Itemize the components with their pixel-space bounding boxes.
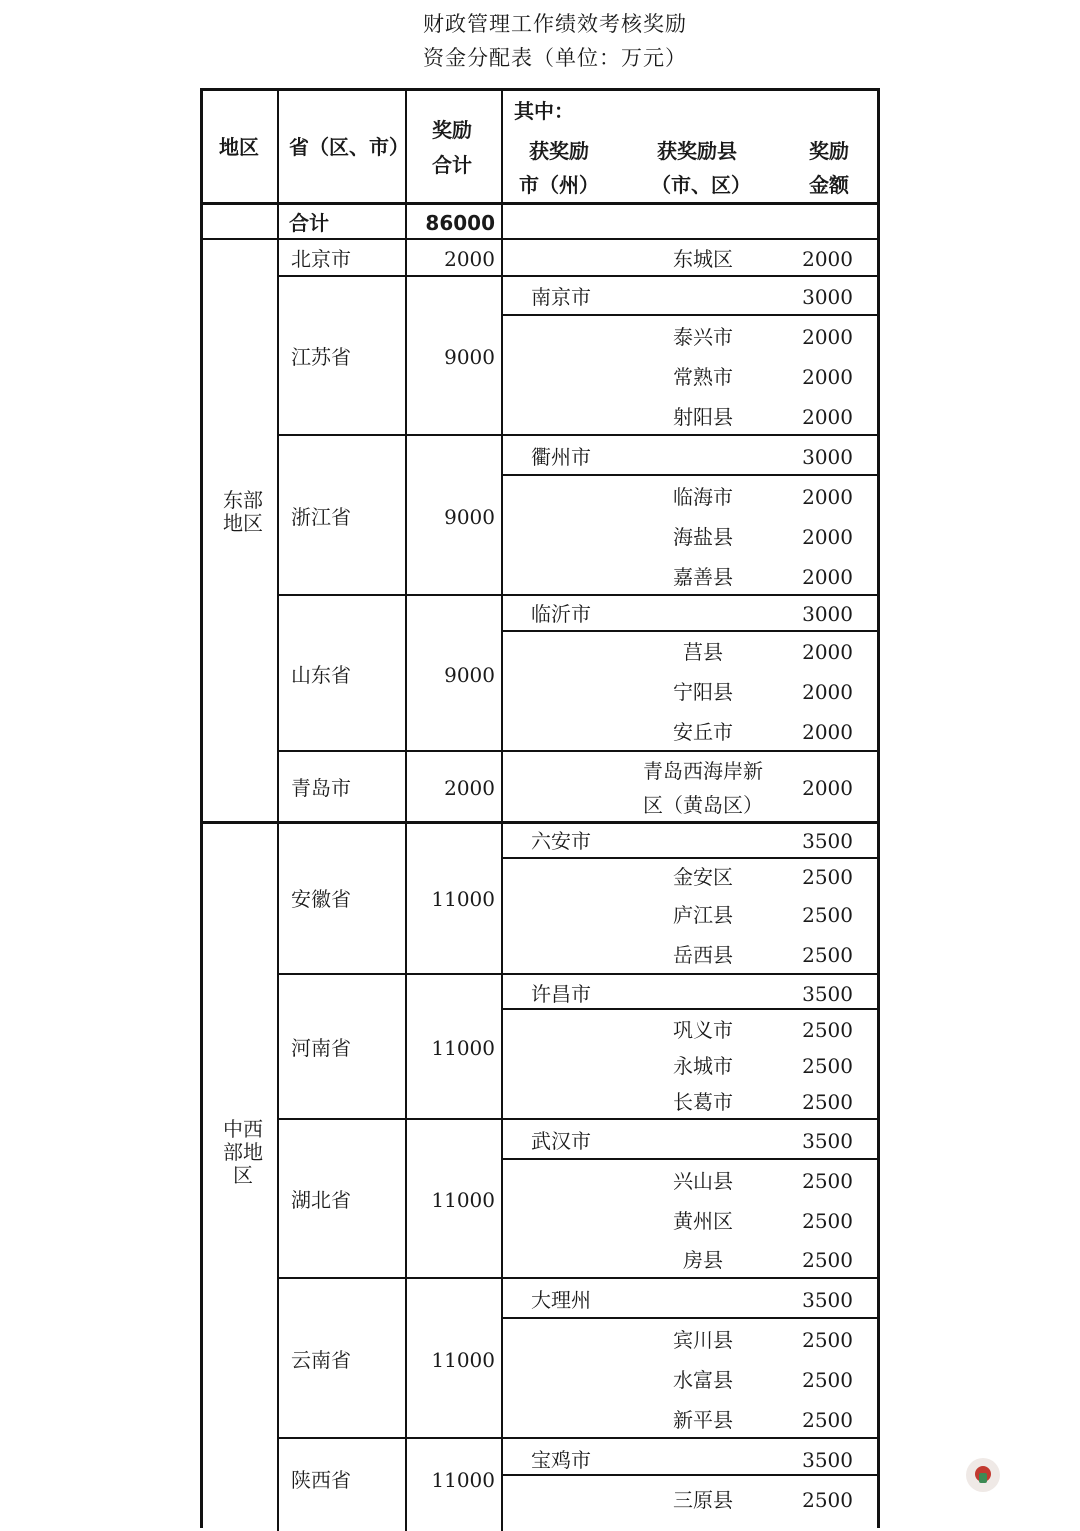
province-name: 北京市 <box>291 247 351 271</box>
region-central-west: 中西部地区 <box>223 1117 263 1187</box>
watermark-logo-icon <box>966 1458 1000 1492</box>
province-name: 陕西省 <box>291 1468 351 1492</box>
award-amount: 2000 <box>802 776 853 800</box>
city-name: 六安市 <box>531 829 591 853</box>
page-title-line2: 资金分配表（单位：万元） <box>423 46 687 70</box>
header-among: 其中： <box>514 99 574 123</box>
province-total: 2000 <box>444 776 495 800</box>
row-divider <box>277 1437 877 1439</box>
county-name: 水富县 <box>673 1368 733 1392</box>
province-name: 河南省 <box>291 1036 351 1060</box>
county-name: 巩义市 <box>673 1018 733 1042</box>
award-amount: 3500 <box>802 1288 853 1312</box>
page-title-line1: 财政管理工作绩效考核奖励 <box>423 12 687 36</box>
award-amount: 2000 <box>802 405 853 429</box>
header-county-l1: 获奖励县 <box>657 139 737 163</box>
county-name: 永城市 <box>673 1054 733 1078</box>
award-amount: 2000 <box>802 720 853 744</box>
county-name: 射阳县 <box>673 405 733 429</box>
province-total: 9000 <box>444 505 495 529</box>
row-divider <box>277 275 877 277</box>
province-total: 9000 <box>444 663 495 687</box>
city-name: 临沂市 <box>531 602 591 626</box>
award-amount: 2000 <box>802 640 853 664</box>
row-divider <box>501 630 877 632</box>
county-name: 长葛市 <box>673 1090 733 1114</box>
county-name: 岳西县 <box>673 943 733 967</box>
divider-total <box>501 91 503 1531</box>
award-amount: 3000 <box>802 285 853 309</box>
county-name: 金安区 <box>673 865 733 889</box>
row-divider <box>501 1317 877 1319</box>
award-amount: 2000 <box>802 365 853 389</box>
award-amount: 2500 <box>802 1054 853 1078</box>
header-total-l1: 奖励 <box>432 118 472 142</box>
county-name: 房县 <box>683 1248 723 1272</box>
city-name: 南京市 <box>531 285 591 309</box>
city-name: 武汉市 <box>531 1129 591 1153</box>
county-name: 宾川县 <box>673 1328 733 1352</box>
city-name: 宝鸡市 <box>531 1448 591 1472</box>
province-name: 青岛市 <box>291 776 351 800</box>
row-divider <box>277 1118 877 1120</box>
award-amount: 2000 <box>802 525 853 549</box>
county-name: 泰兴市 <box>673 325 733 349</box>
province-name: 安徽省 <box>291 887 351 911</box>
province-total: 11000 <box>431 1188 495 1212</box>
award-amount: 2000 <box>802 565 853 589</box>
region-divider <box>203 821 877 824</box>
grand-total-label: 合计 <box>289 211 329 235</box>
row-divider <box>501 1474 877 1476</box>
row-divider <box>277 750 877 752</box>
province-total: 11000 <box>431 1348 495 1372</box>
award-amount: 3000 <box>802 445 853 469</box>
header-city-l1: 获奖励 <box>529 139 589 163</box>
award-amount: 3000 <box>802 602 853 626</box>
province-name: 江苏省 <box>291 345 351 369</box>
award-amount: 2500 <box>802 865 853 889</box>
award-amount: 2000 <box>802 247 853 271</box>
county-name: 三原县 <box>673 1488 733 1512</box>
award-amount: 3500 <box>802 1448 853 1472</box>
award-amount: 2500 <box>802 1328 853 1352</box>
award-amount: 2500 <box>802 1209 853 1233</box>
award-amount: 2500 <box>802 943 853 967</box>
province-name: 浙江省 <box>291 505 351 529</box>
county-name: 临海市 <box>673 485 733 509</box>
grand-total-value: 86000 <box>425 211 495 235</box>
header-amount-l1: 奖励 <box>809 139 849 163</box>
row-divider <box>277 434 877 436</box>
header-county-l2: （市、区） <box>651 173 751 197</box>
row-divider <box>501 1008 877 1010</box>
award-amount: 2500 <box>802 1169 853 1193</box>
province-total: 11000 <box>431 887 495 911</box>
province-name: 云南省 <box>291 1348 351 1372</box>
award-amount: 3500 <box>802 982 853 1006</box>
divider-region <box>277 91 279 1531</box>
row-divider <box>501 1158 877 1160</box>
row-divider <box>501 857 877 859</box>
divider-province <box>405 91 407 1531</box>
province-total: 11000 <box>431 1468 495 1492</box>
award-amount: 2500 <box>802 1018 853 1042</box>
region-east: 东部地区 <box>223 488 263 535</box>
header-amount-l2: 金额 <box>809 173 849 197</box>
row-divider <box>277 973 877 975</box>
county-name: 嘉善县 <box>673 565 733 589</box>
row-divider <box>501 314 877 316</box>
county-name: 宁阳县 <box>673 680 733 704</box>
county-name: 莒县 <box>683 640 723 664</box>
award-amount: 2500 <box>802 1090 853 1114</box>
award-amount: 2500 <box>802 1488 853 1512</box>
allocation-table <box>200 88 880 1528</box>
county-name: 常熟市 <box>673 365 733 389</box>
county-name: 青岛西海岸新 <box>643 759 763 783</box>
province-name: 山东省 <box>291 663 351 687</box>
county-name: 海盐县 <box>673 525 733 549</box>
county-name: 黄州区 <box>673 1209 733 1233</box>
header-region: 地区 <box>219 135 259 159</box>
award-amount: 2000 <box>802 485 853 509</box>
award-amount: 2500 <box>802 1408 853 1432</box>
row-divider <box>501 474 877 476</box>
province-total: 11000 <box>431 1036 495 1060</box>
province-total: 2000 <box>444 247 495 271</box>
city-name: 许昌市 <box>531 982 591 1006</box>
award-amount: 2000 <box>802 680 853 704</box>
county-name: 区（黄岛区） <box>643 793 763 817</box>
award-amount: 2500 <box>802 903 853 927</box>
header-province: 省（区、市） <box>289 135 409 159</box>
county-name: 庐江县 <box>673 903 733 927</box>
row-divider <box>277 594 877 596</box>
county-name: 安丘市 <box>673 720 733 744</box>
county-name: 东城区 <box>673 247 733 271</box>
row-divider <box>277 1277 877 1279</box>
county-name: 新平县 <box>673 1408 733 1432</box>
award-amount: 2500 <box>802 1248 853 1272</box>
header-city-l2: 市（州） <box>519 173 599 197</box>
award-amount: 2500 <box>802 1368 853 1392</box>
county-name: 兴山县 <box>673 1169 733 1193</box>
total-row-divider <box>203 238 877 240</box>
province-total: 9000 <box>444 345 495 369</box>
city-name: 衢州市 <box>531 445 591 469</box>
award-amount: 2000 <box>802 325 853 349</box>
header-total-l2: 合计 <box>432 153 472 177</box>
header-divider <box>203 202 877 205</box>
award-amount: 3500 <box>802 829 853 853</box>
city-name: 大理州 <box>531 1288 591 1312</box>
award-amount: 3500 <box>802 1129 853 1153</box>
province-name: 湖北省 <box>291 1188 351 1212</box>
